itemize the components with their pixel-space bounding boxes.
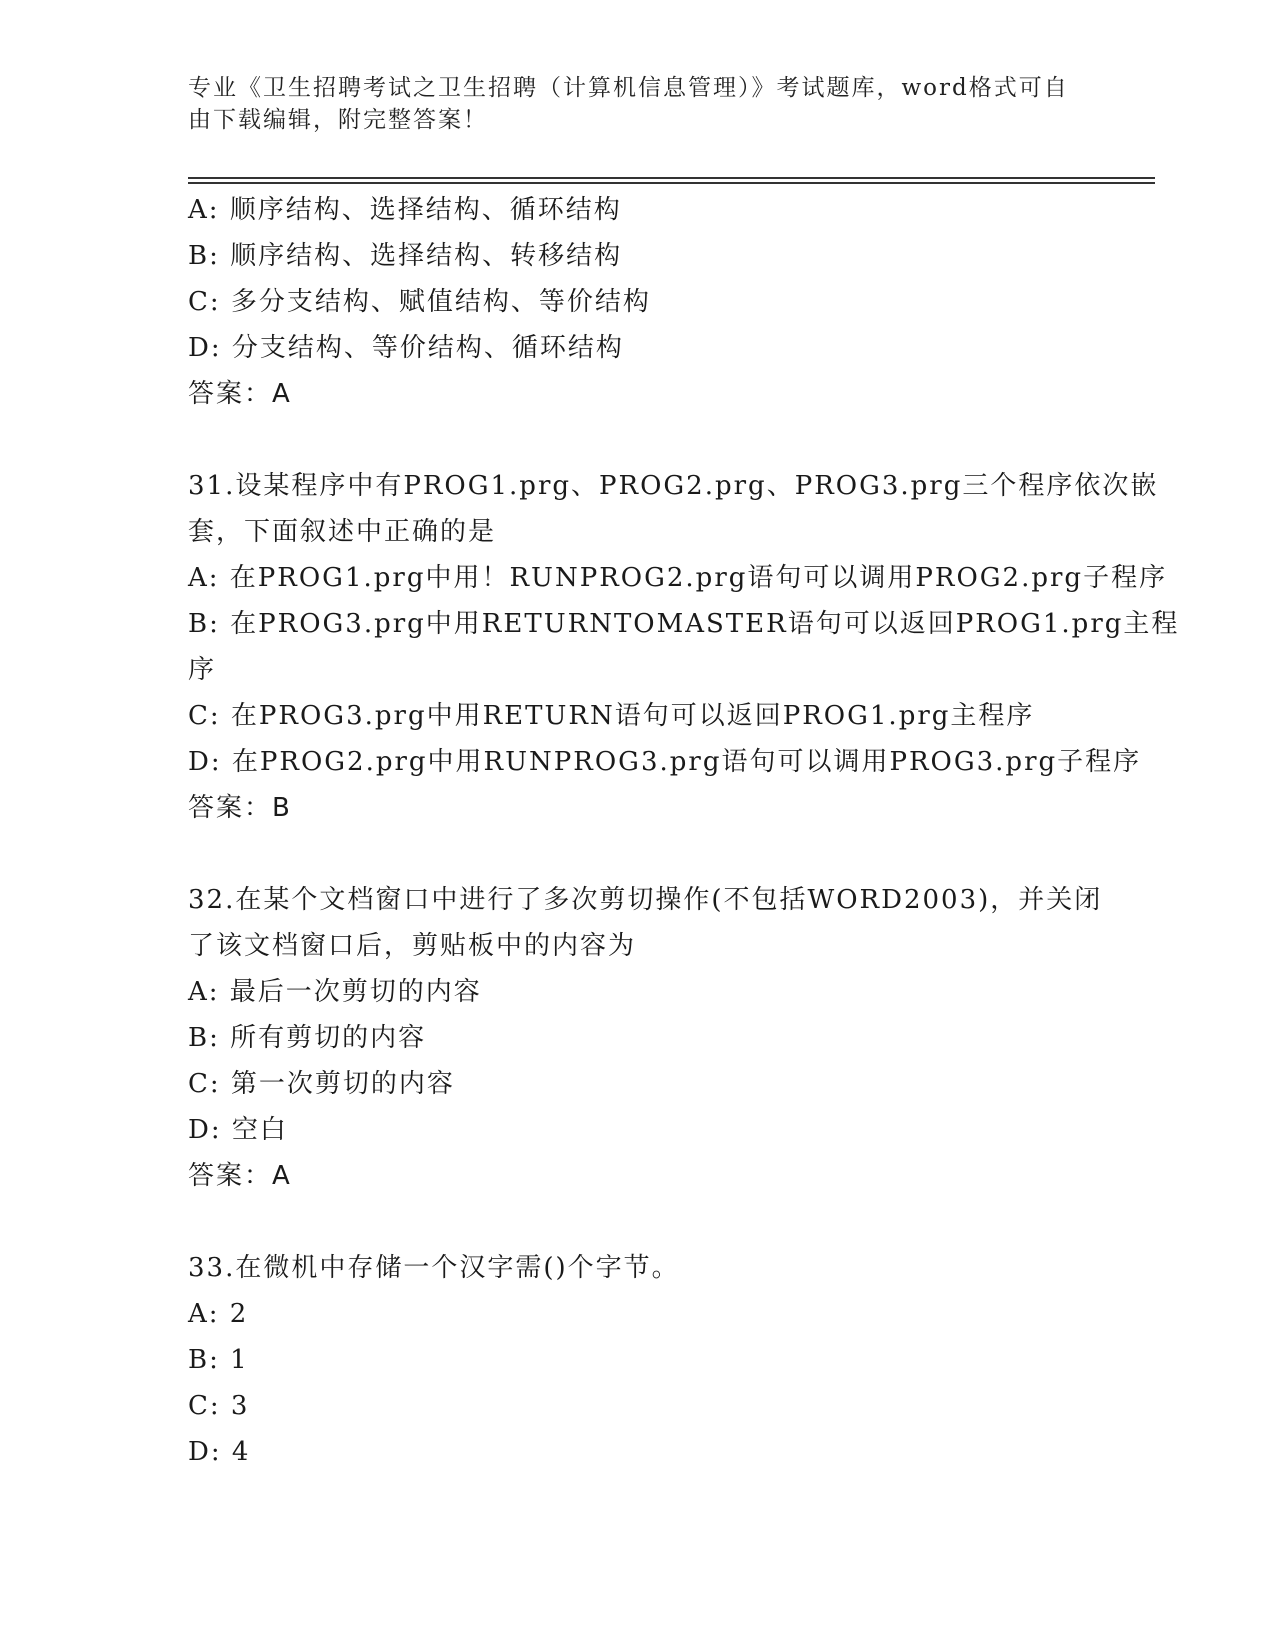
question-block-32 — [188, 877, 1103, 1199]
option-b: B: 顺序结构、选择结构、转移结构 — [188, 241, 623, 271]
question-text-line-1: 31.设某程序中有PROG1.prg、PROG2.prg、PROG3.prg三个程序依次嵌 — [188, 471, 1159, 501]
question-block-31 — [188, 463, 1180, 831]
question-list — [188, 187, 1180, 1475]
header-line-2: 由下载编辑，附完整答案！ — [188, 107, 488, 133]
question-block-30 — [188, 187, 1088, 417]
question-text-line-1: 32.在某个文档窗口中进行了多次剪切操作(不包括WORD2003)，并关闭 — [188, 885, 1103, 915]
question-block-33 — [188, 1245, 1088, 1475]
option-b: B: 1 — [188, 1345, 249, 1375]
option-a: A: 2 — [188, 1299, 249, 1329]
answer: 答案：A — [188, 1161, 292, 1191]
document-header — [188, 72, 1088, 136]
option-b-line-1: B: 在PROG3.prg中用RETURNTOMASTER语句可以返回PROG1.prg主程 — [188, 609, 1180, 639]
question-text: 33.在微机中存储一个汉字需()个字节。 — [188, 1253, 680, 1283]
option-c: C: 3 — [188, 1391, 250, 1421]
question-text-line-2: 了该文档窗口后，剪贴板中的内容为 — [188, 931, 637, 961]
option-d: D: 在PROG2.prg中用RUNPROG3.prg语句可以调用PROG3.prg子程序 — [188, 747, 1142, 777]
header-divider-top — [188, 177, 1155, 179]
answer: 答案：A — [188, 379, 292, 409]
header-line-1: 专业《卫生招聘考试之卫生招聘（计算机信息管理）》考试题库，word格式可自 — [188, 75, 1069, 101]
question-text-line-2: 套，下面叙述中正确的是 — [188, 517, 497, 547]
option-c: C: 第一次剪切的内容 — [188, 1069, 455, 1099]
header-divider-bottom — [188, 182, 1155, 184]
option-a: A: 最后一次剪切的内容 — [188, 977, 482, 1007]
option-a: A: 顺序结构、选择结构、循环结构 — [188, 195, 622, 225]
option-c: C: 在PROG3.prg中用RETURN语句可以返回PROG1.prg主程序 — [188, 701, 1035, 731]
option-d: D: 分支结构、等价结构、循环结构 — [188, 333, 624, 363]
answer: 答案：B — [188, 793, 292, 823]
option-d: D: 空白 — [188, 1115, 288, 1145]
option-b: B: 所有剪切的内容 — [188, 1023, 427, 1053]
option-d: D: 4 — [188, 1437, 251, 1467]
option-a: A: 在PROG1.prg中用！RUNPROG2.prg语句可以调用PROG2.prg子程序 — [188, 563, 1168, 593]
spacer — [188, 831, 1088, 877]
spacer — [188, 417, 1088, 463]
option-b-line-2: 序 — [188, 655, 217, 685]
option-c: C: 多分支结构、赋值结构、等价结构 — [188, 287, 651, 317]
spacer — [188, 1199, 1088, 1245]
